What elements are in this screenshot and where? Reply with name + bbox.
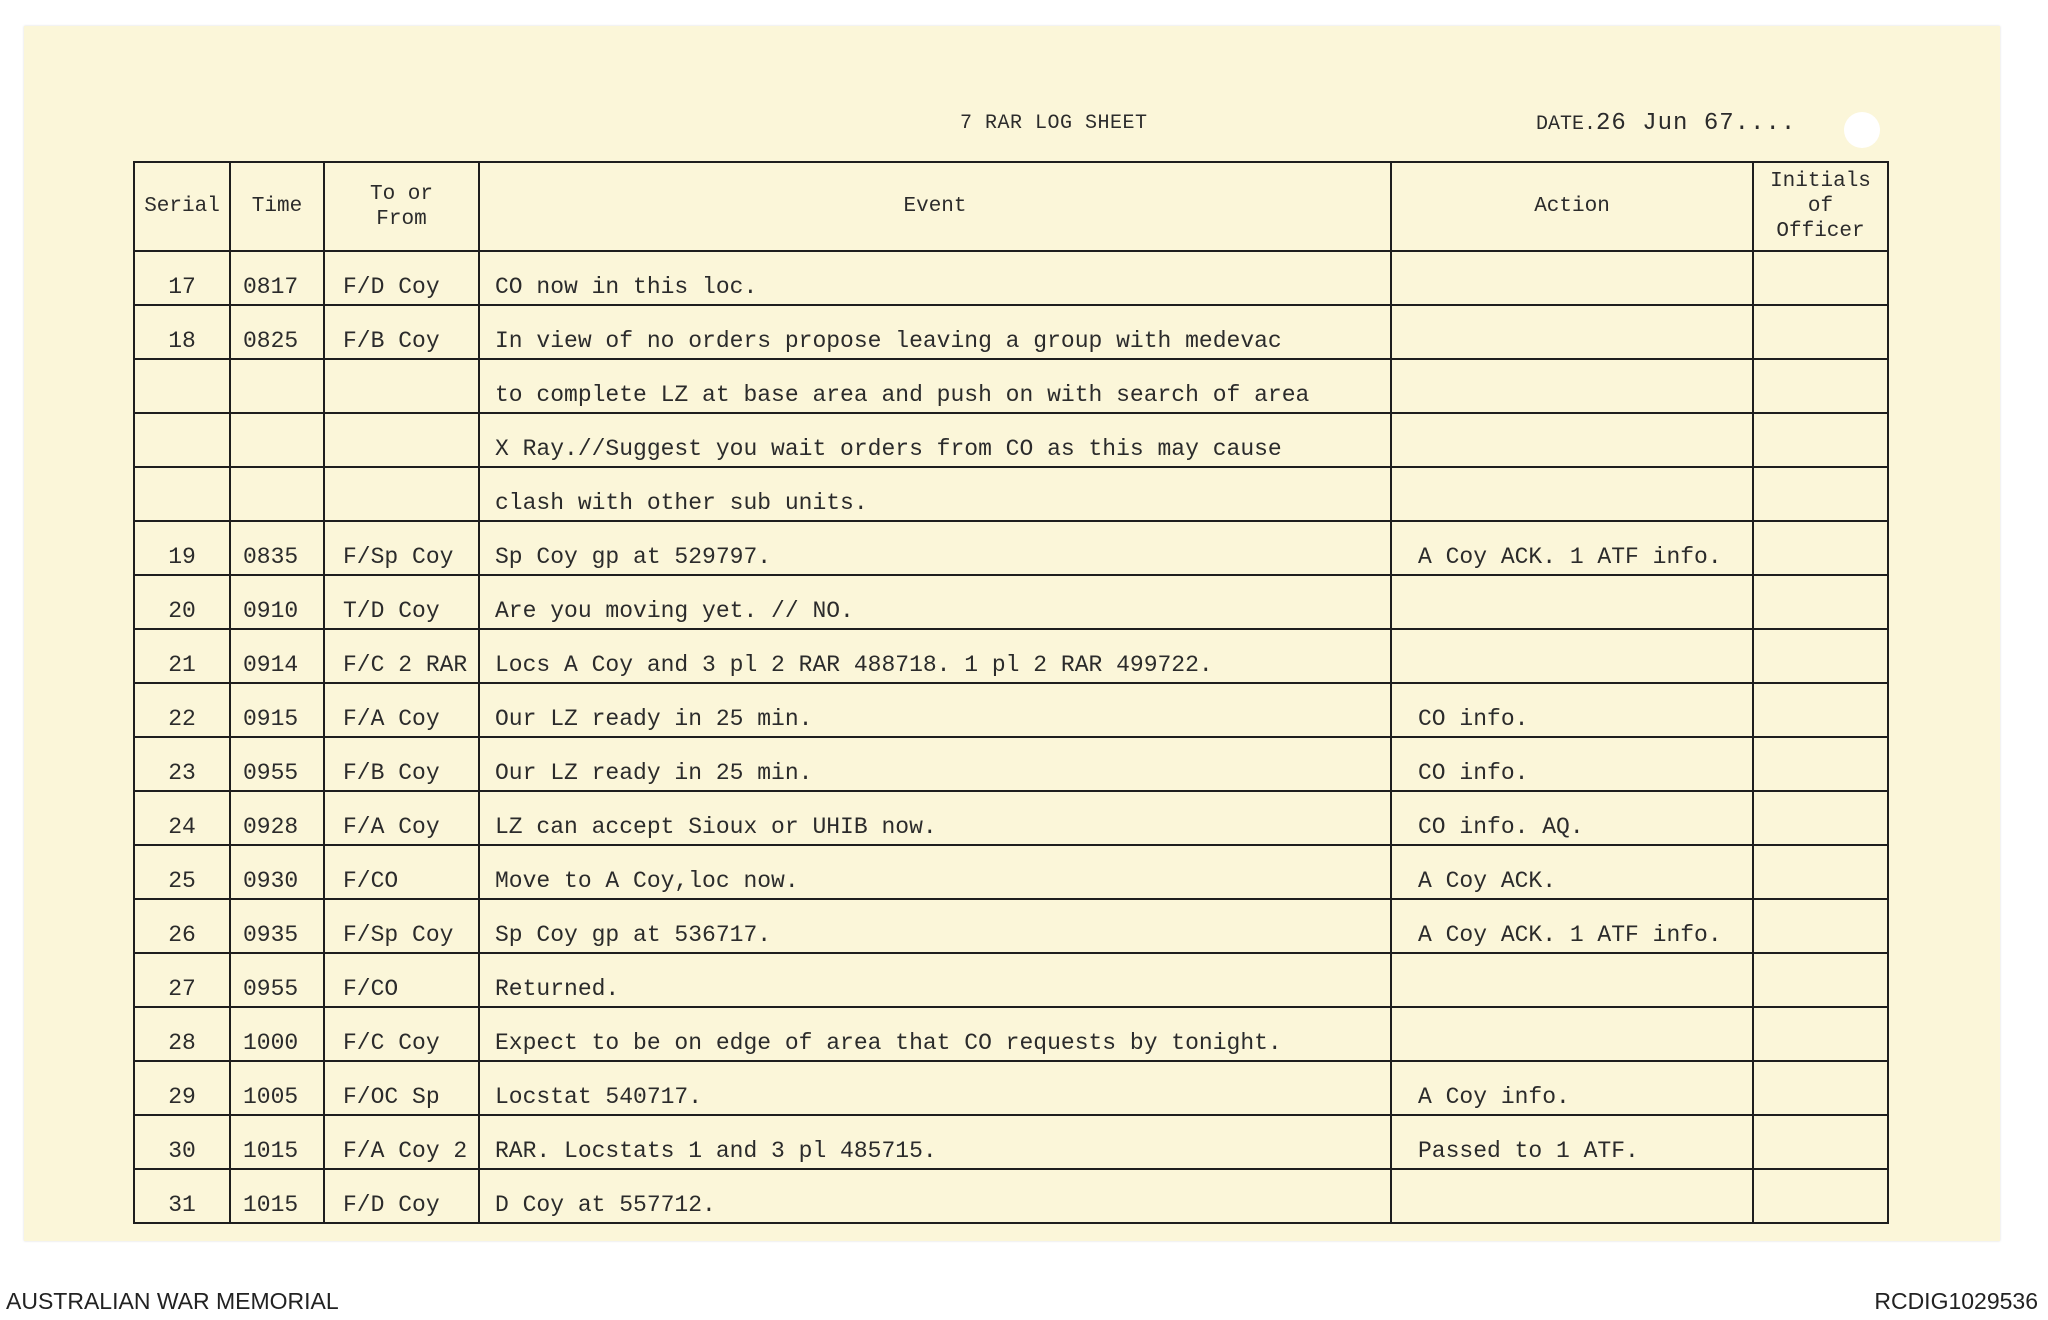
to-from-cell: F/A Coy 2 — [324, 1115, 479, 1169]
table-row — [134, 1007, 1888, 1061]
serial-cell — [134, 359, 230, 413]
table-header-row — [134, 162, 1888, 251]
header-initials-line1: Initials — [1770, 170, 1871, 193]
event-cell: Move to A Coy,loc now. — [479, 845, 1391, 899]
initials-cell — [1753, 521, 1888, 575]
to-from-cell: F/CO — [324, 953, 479, 1007]
time-cell: 1015 — [230, 1115, 324, 1169]
serial-cell: 21 — [134, 629, 230, 683]
header-initials — [1753, 162, 1888, 251]
event-cell: clash with other sub units. — [479, 467, 1391, 521]
time-cell: 1015 — [230, 1169, 324, 1223]
table-row — [134, 683, 1888, 737]
table-row — [134, 1061, 1888, 1115]
time-cell: 0825 — [230, 305, 324, 359]
serial-cell — [134, 467, 230, 521]
event-cell: X Ray.//Suggest you wait orders from CO as this may cause — [479, 413, 1391, 467]
action-cell: A Coy ACK. 1 ATF info. — [1391, 899, 1753, 953]
serial-cell: 31 — [134, 1169, 230, 1223]
to-from-cell — [324, 467, 479, 521]
serial-cell — [134, 413, 230, 467]
initials-cell — [1753, 413, 1888, 467]
action-cell: A Coy ACK. 1 ATF info. — [1391, 521, 1753, 575]
to-from-cell: F/C 2 RAR — [324, 629, 479, 683]
event-cell: CO now in this loc. — [479, 251, 1391, 305]
action-cell — [1391, 1007, 1753, 1061]
event-cell: to complete LZ at base area and push on with search of area — [479, 359, 1391, 413]
header-time: Time — [230, 162, 324, 251]
to-from-cell: F/B Coy — [324, 305, 479, 359]
action-cell: CO info. — [1391, 737, 1753, 791]
initials-cell — [1753, 953, 1888, 1007]
serial-cell: 28 — [134, 1007, 230, 1061]
action-cell — [1391, 251, 1753, 305]
event-cell: Are you moving yet. // NO. — [479, 575, 1391, 629]
action-cell: A Coy ACK. — [1391, 845, 1753, 899]
time-cell: 0910 — [230, 575, 324, 629]
event-cell: D Coy at 557712. — [479, 1169, 1391, 1223]
initials-cell — [1753, 305, 1888, 359]
table-row — [134, 359, 1888, 413]
initials-cell — [1753, 737, 1888, 791]
header-serial: Serial — [134, 162, 230, 251]
event-cell: Locs A Coy and 3 pl 2 RAR 488718. 1 pl 2 RAR 499722. — [479, 629, 1391, 683]
serial-cell: 29 — [134, 1061, 230, 1115]
time-cell: 0928 — [230, 791, 324, 845]
to-from-cell: F/Sp Coy — [324, 521, 479, 575]
action-cell — [1391, 629, 1753, 683]
to-from-cell — [324, 359, 479, 413]
header-event: Event — [479, 162, 1391, 251]
table-row — [134, 629, 1888, 683]
time-cell — [230, 359, 324, 413]
to-from-cell: F/D Coy — [324, 1169, 479, 1223]
header-to-or-from-line1: To or — [369, 182, 433, 206]
serial-cell: 20 — [134, 575, 230, 629]
action-cell — [1391, 413, 1753, 467]
time-cell: 0935 — [230, 899, 324, 953]
event-cell: Expect to be on edge of area that CO requests by tonight. — [479, 1007, 1391, 1061]
time-cell — [230, 467, 324, 521]
action-cell: CO info. AQ. — [1391, 791, 1753, 845]
to-from-cell: F/A Coy — [324, 791, 479, 845]
action-cell — [1391, 359, 1753, 413]
event-cell: In view of no orders propose leaving a group with medevac — [479, 305, 1391, 359]
action-cell: Passed to 1 ATF. — [1391, 1115, 1753, 1169]
header-action: Action — [1391, 162, 1753, 251]
initials-cell — [1753, 251, 1888, 305]
archive-reference: RCDIG1029536 — [1874, 1288, 2038, 1314]
time-cell: 0955 — [230, 737, 324, 791]
header-initials-line2: of — [1807, 195, 1834, 218]
time-cell: 1000 — [230, 1007, 324, 1061]
date-label: DATE. — [1536, 113, 1597, 136]
date-field — [1536, 110, 1796, 137]
to-from-cell: F/Sp Coy — [324, 899, 479, 953]
sheet-title: 7 RAR LOG SHEET — [960, 112, 1148, 135]
action-cell — [1391, 305, 1753, 359]
event-cell: Our LZ ready in 25 min. — [479, 683, 1391, 737]
action-cell — [1391, 1169, 1753, 1223]
action-cell: CO info. — [1391, 683, 1753, 737]
event-cell: Sp Coy gp at 529797. — [479, 521, 1391, 575]
time-cell: 0915 — [230, 683, 324, 737]
time-cell: 0930 — [230, 845, 324, 899]
event-cell: Sp Coy gp at 536717. — [479, 899, 1391, 953]
event-cell: Returned. — [479, 953, 1391, 1007]
table-row — [134, 1115, 1888, 1169]
initials-cell — [1753, 845, 1888, 899]
initials-cell — [1753, 1169, 1888, 1223]
table-row — [134, 305, 1888, 359]
initials-cell — [1753, 575, 1888, 629]
table-row — [134, 413, 1888, 467]
header-to-or-from-line2: From — [376, 207, 427, 231]
event-cell: Our LZ ready in 25 min. — [479, 737, 1391, 791]
event-cell: LZ can accept Sioux or UHIB now. — [479, 791, 1391, 845]
time-cell: 0914 — [230, 629, 324, 683]
table-row — [134, 899, 1888, 953]
serial-cell: 24 — [134, 791, 230, 845]
header-initials-line3: Officer — [1776, 220, 1865, 243]
action-cell — [1391, 467, 1753, 521]
table-row — [134, 845, 1888, 899]
table-row — [134, 953, 1888, 1007]
serial-cell: 26 — [134, 899, 230, 953]
serial-cell: 23 — [134, 737, 230, 791]
table-row — [134, 791, 1888, 845]
serial-cell: 17 — [134, 251, 230, 305]
initials-cell — [1753, 629, 1888, 683]
initials-cell — [1753, 791, 1888, 845]
table-row — [134, 251, 1888, 305]
initials-cell — [1753, 1007, 1888, 1061]
to-from-cell: F/OC Sp — [324, 1061, 479, 1115]
initials-cell — [1753, 1115, 1888, 1169]
to-from-cell — [324, 413, 479, 467]
to-from-cell: F/CO — [324, 845, 479, 899]
serial-cell: 18 — [134, 305, 230, 359]
table-row — [134, 575, 1888, 629]
archive-credit: AUSTRALIAN WAR MEMORIAL — [6, 1288, 339, 1314]
time-cell: 0835 — [230, 521, 324, 575]
action-cell: A Coy info. — [1391, 1061, 1753, 1115]
initials-cell — [1753, 467, 1888, 521]
action-cell — [1391, 953, 1753, 1007]
header-to-or-from — [324, 162, 479, 251]
time-cell: 1005 — [230, 1061, 324, 1115]
to-from-cell: F/A Coy — [324, 683, 479, 737]
serial-cell: 22 — [134, 683, 230, 737]
to-from-cell: F/B Coy — [324, 737, 479, 791]
initials-cell — [1753, 359, 1888, 413]
time-cell — [230, 413, 324, 467]
event-cell: Locstat 540717. — [479, 1061, 1391, 1115]
table-row — [134, 467, 1888, 521]
serial-cell: 27 — [134, 953, 230, 1007]
to-from-cell: T/D Coy — [324, 575, 479, 629]
to-from-cell: F/C Coy — [324, 1007, 479, 1061]
time-cell: 0955 — [230, 953, 324, 1007]
serial-cell: 19 — [134, 521, 230, 575]
serial-cell: 25 — [134, 845, 230, 899]
initials-cell — [1753, 1061, 1888, 1115]
table-row — [134, 737, 1888, 791]
action-cell — [1391, 575, 1753, 629]
initials-cell — [1753, 899, 1888, 953]
serial-cell: 30 — [134, 1115, 230, 1169]
event-cell: RAR. Locstats 1 and 3 pl 485715. — [479, 1115, 1391, 1169]
punch-hole — [1844, 112, 1880, 148]
table-row — [134, 521, 1888, 575]
date-value: 26 Jun 67.... — [1596, 110, 1797, 137]
initials-cell — [1753, 683, 1888, 737]
log-table — [133, 161, 1889, 1224]
time-cell: 0817 — [230, 251, 324, 305]
to-from-cell: F/D Coy — [324, 251, 479, 305]
table-row — [134, 1169, 1888, 1223]
